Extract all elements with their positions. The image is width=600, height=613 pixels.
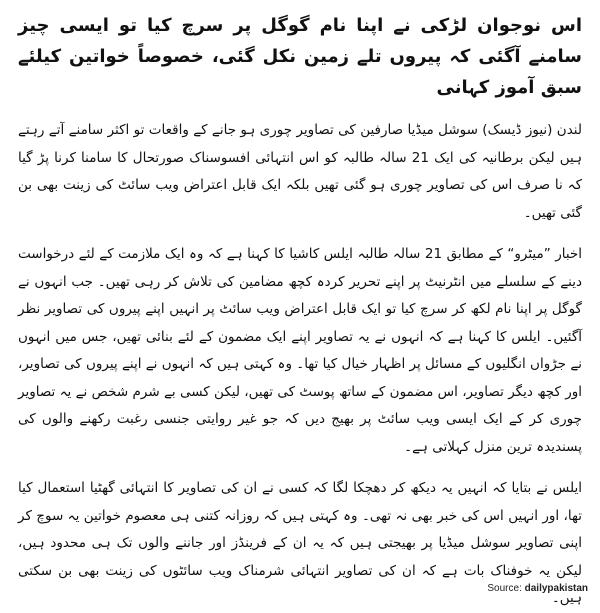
source-name: dailypakistan xyxy=(524,583,588,594)
article-paragraph: اخبار ”میٹرو“ کے مطابق 21 سالہ طالبہ ایلس کاشیا کا کہنا ہے کہ وہ ایک ملازمت کے لئے درخواست دینے کے سلسلے میں انٹرنیٹ پر اپنے تحریر کردہ کچھ مضامین کی تلاش کر رہی تھیں۔ جب انہوں نے گوگل پر اپنا نام لکھ کر سرچ کیا تو ایک قابل اعتراض ویب سائٹ پر انہیں اپنے پیروں کی تصاویر نظر آگئیں۔ ایلس کا کہنا ہے کہ انہوں نے یہ تصاویر اپنے ایک مضمون کے لئے بنائی تھیں، جس میں انہوں نے جڑواں انگلیوں کے مسائل پر اظہار خیال کیا تھا۔ وہ کہتی ہیں کہ انہوں نے اپنے پیروں کی تصاویر، اور کچھ دیگر تصاویر، اس مضمون کے ساتھ پوسٹ کی تھیں، لیکن کسی بے شرم شخص نے یہ تصاویر چوری کر کے ایک ایسی ویب سائٹ پر بھیج دیں کہ جو غیر روایتی جنسی رغبت رکھنے والوں کی پسندیدہ ترین منزل کہلاتی ہے۔ xyxy=(18,246,582,455)
article-paragraph: لندن (نیوز ڈیسک) سوشل میڈیا صارفین کی تصاویر چوری ہو جانے کے واقعات تو اکثر سامنے آتے رہتے ہیں لیکن برطانیہ کی ایک 21 سالہ طالبہ کو اس انتہائی افسوسناک صورتحال کا سامنا کرنا پڑ گیا کہ نا صرف اس کی تصاویر چوری ہو گئی تھیں بلکہ ایک قابل اعتراض ویب سائٹ کی زینت بھی بن گئی تھیں۔ xyxy=(18,122,582,221)
source-credit xyxy=(487,583,588,594)
article-body xyxy=(18,10,582,613)
article-headline: اس نوجوان لڑکی نے اپنا نام گوگل پر سرچ کیا تو ایسی چیز سامنے آگئی کہ پیروں تلے زمین نکل گئی، خصوصاً خواتین کیلئے سبق آموز کہانی xyxy=(18,15,582,98)
article-paragraph: ایلس نے بتایا کہ انہیں یہ دیکھ کر دھچکا لگا کہ کسی نے ان کی تصاویر کا انتہائی گھٹیا استعمال کیا تھا، اور انہیں اس کی خبر بھی نہ تھی۔ وہ کہتی ہیں کہ روزانہ کتنی ہی معصوم خواتین یہ سوچ کر اپنی تصاویر سوشل میڈیا پر بھیجتی ہیں کہ یہ ان کے فرینڈز اور جاننے والوں تک ہی محدود ہیں، لیکن یہ خوفناک بات ہے کہ ان کی تصاویر انتہائی شرمناک ویب سائٹوں کی زینت بھی بن سکتی ہیں۔ xyxy=(18,480,582,606)
source-label: Source: xyxy=(487,583,522,594)
